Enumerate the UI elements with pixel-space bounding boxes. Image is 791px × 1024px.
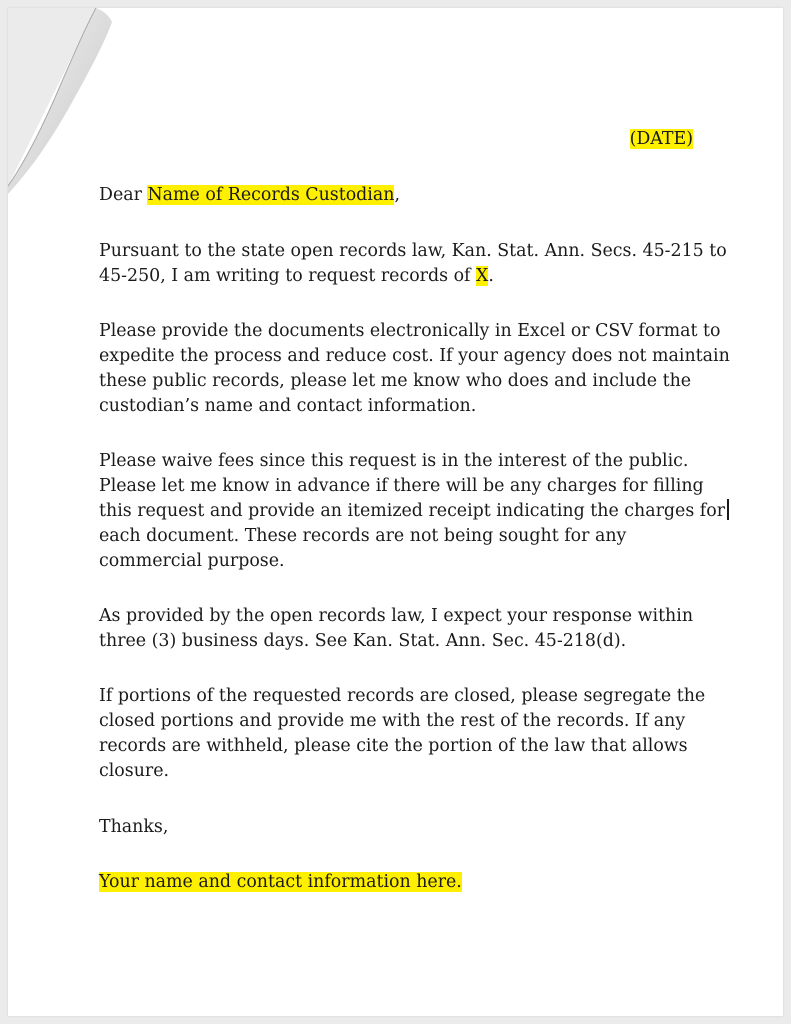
paragraph-legal-basis: Pursuant to the state open records law, Kan. Stat. Ann. Secs. 45-215 to 45-250, I am writing to request records of X. [99, 241, 727, 286]
closing: Thanks, [99, 817, 169, 837]
paragraph-fee-waiver: Please waive fees since this request is in the interest of the public. Please let me know in advance if there will be any charges for filling this request and provide an itemized receipt indicating the charges for each document. These records are not being sought for any commercial purpose. [99, 449, 729, 574]
records-subject-placeholder: X [476, 266, 489, 286]
paragraph-format-request: Please provide the documents electronically in Excel or CSV format to expedite the process and reduce cost. If your agency does not maintain these public records, please let me know who does and include the custodian’s name and contact information. [99, 321, 730, 416]
text-cursor [727, 499, 729, 520]
signature-highlight: Your name and contact information here. [99, 872, 462, 892]
date-placeholder [630, 127, 693, 152]
paragraph-response-time: As provided by the open records law, I expect your response within three (3) business days. See Kan. Stat. Ann. Sec. 45-218(d). [99, 606, 694, 651]
document-page [8, 8, 783, 1016]
salutation: Dear Name of Records Custodian, [99, 185, 400, 205]
date-highlight: (DATE) [629, 129, 693, 149]
page-curl-icon [8, 8, 118, 198]
paragraph-closed-records: If portions of the requested records are closed, please segregate the closed portions and provide me with the rest of the records. If any records are withheld, please cite the portion of the law that allows closure. [99, 686, 706, 781]
custodian-name-placeholder: Name of Records Custodian [147, 185, 395, 205]
signature-placeholder [99, 870, 462, 895]
